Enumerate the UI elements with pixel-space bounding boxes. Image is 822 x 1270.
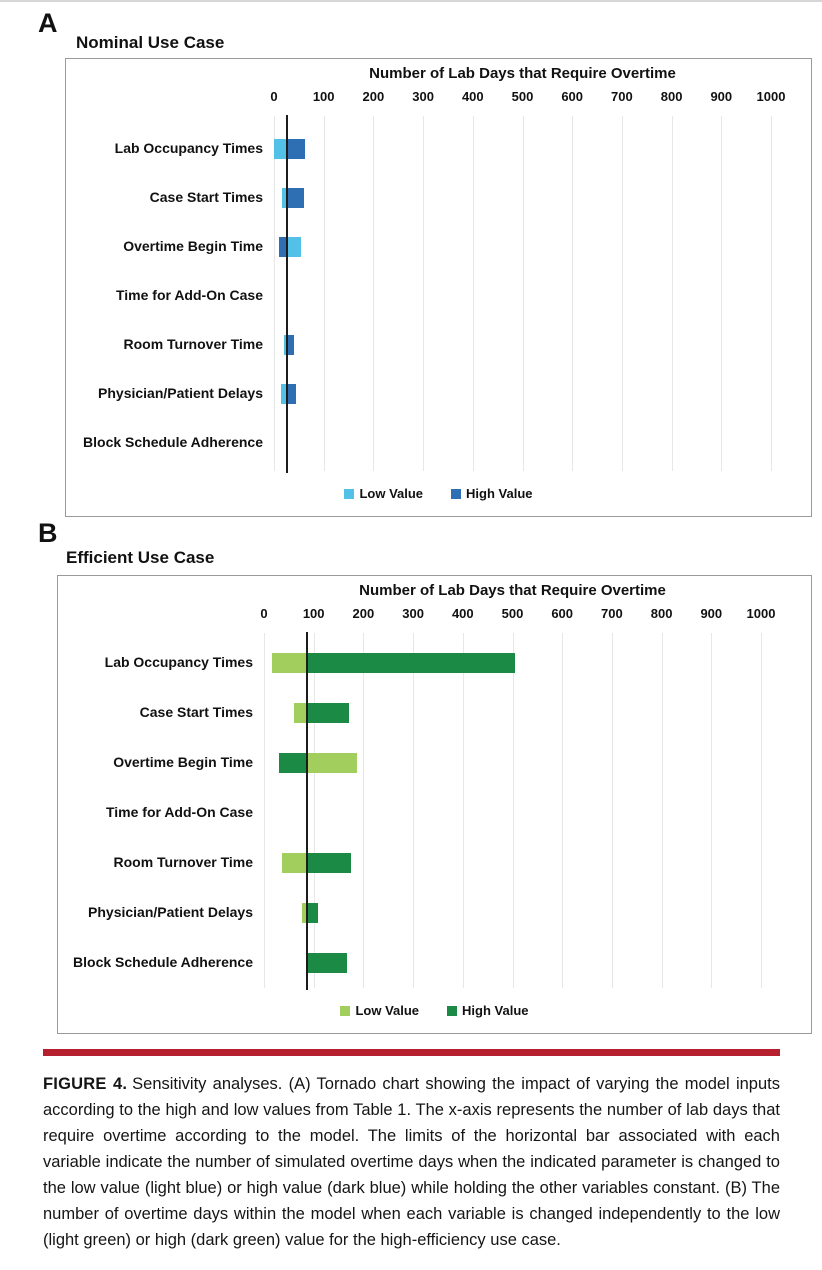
chart-area-b (57, 575, 812, 1034)
gridline (473, 116, 474, 471)
x-tick-label: 0 (260, 606, 268, 621)
chart-title-a: Nominal Use Case (76, 33, 225, 52)
x-tick-label: 1000 (746, 606, 776, 621)
bar-low-value (294, 703, 307, 723)
category-label: Lab Occupancy Times (104, 654, 253, 670)
category-label: Time for Add-On Case (105, 804, 253, 820)
gridline (523, 116, 524, 471)
gridline (423, 116, 424, 471)
bar-high-value (307, 953, 347, 973)
legend-swatch-high (451, 489, 461, 499)
legend-label: Low Value (359, 486, 424, 501)
gridline (413, 633, 414, 988)
bar-high-value (287, 335, 294, 355)
bar-high-value (307, 653, 515, 673)
page-top-border (0, 0, 822, 2)
legend-label: Low Value (355, 1003, 420, 1018)
x-tick-label: 900 (710, 89, 733, 104)
gridline (612, 633, 613, 988)
bar-low-value (307, 753, 357, 773)
legend-item-low (340, 1003, 419, 1018)
x-tick-label: 400 (461, 89, 484, 104)
gridline (672, 116, 673, 471)
category-label: Block Schedule Adherence (73, 954, 253, 970)
bar-low-value (272, 653, 307, 673)
x-tick-label: 300 (402, 606, 424, 621)
bar-high-value (307, 703, 349, 723)
legend-label: High Value (466, 486, 533, 501)
x-tick-label: 500 (501, 606, 524, 621)
category-label: Time for Add-On Case (115, 287, 263, 303)
gridline (324, 116, 325, 471)
bar-high-value (287, 384, 296, 404)
x-tick-label: 700 (601, 606, 623, 621)
bar-high-value (279, 753, 307, 773)
gridline (562, 633, 563, 988)
x-axis-title-b: Number of Lab Days that Require Overtime (359, 582, 666, 599)
legend-swatch-low (340, 1006, 350, 1016)
x-tick-label: 200 (352, 606, 375, 621)
baseline-a (286, 115, 288, 473)
category-label: Case Start Times (149, 189, 263, 205)
bar-high-value (307, 853, 351, 873)
gridline (662, 633, 663, 988)
category-label: Block Schedule Adherence (83, 434, 263, 450)
gridline (771, 116, 772, 471)
panel-label-a: A (38, 8, 58, 38)
x-tick-label: 100 (312, 89, 335, 104)
bar-high-value (287, 139, 305, 159)
category-label: Room Turnover Time (123, 336, 263, 352)
category-label: Physician/Patient Delays (88, 904, 253, 920)
bar-low-value (282, 853, 307, 873)
x-axis-title-a: Number of Lab Days that Require Overtime (369, 65, 676, 82)
legend-item-high (447, 1003, 528, 1018)
x-tick-label: 1000 (756, 89, 786, 104)
x-tick-label: 500 (511, 89, 534, 104)
x-tick-label: 0 (270, 89, 278, 104)
chart-title-b: Efficient Use Case (66, 548, 215, 567)
legend-item-high (451, 486, 532, 501)
x-tick-label: 100 (302, 606, 325, 621)
x-tick-label: 600 (561, 89, 584, 104)
category-label: Overtime Begin Time (123, 238, 263, 254)
caption-label: FIGURE 4. (43, 1075, 128, 1093)
bar-high-value (287, 188, 303, 208)
gridline (264, 633, 265, 988)
chart-area-a (65, 58, 812, 517)
gridline (463, 633, 464, 988)
bar-high-value (307, 903, 317, 923)
gridline (761, 633, 762, 988)
gridline (314, 633, 315, 988)
gridline (274, 116, 275, 471)
gridline (373, 116, 374, 471)
legend-label: High Value (462, 1003, 529, 1018)
legend-a (66, 486, 811, 501)
gridline (622, 116, 623, 471)
x-tick-label: 300 (412, 89, 434, 104)
figure-rule (43, 1049, 780, 1056)
legend-swatch-low (344, 489, 354, 499)
figure-caption (43, 1071, 780, 1253)
x-tick-label: 900 (700, 606, 723, 621)
gridline (711, 633, 712, 988)
baseline-b (306, 632, 308, 990)
legend-swatch-high (447, 1006, 457, 1016)
x-tick-label: 200 (362, 89, 385, 104)
category-label: Overtime Begin Time (113, 754, 253, 770)
category-label: Lab Occupancy Times (114, 140, 263, 156)
caption-text: Sensitivity analyses. (A) Tornado chart showing the impact of varying the model inputs according to the high and low values from Table 1. The x-axis represents the number of lab days that require overtime according to the model. The limits of the horizontal bar associated with each variable indicate the number of simulated overtime days when the indicated parameter is changed to the low value (light blue) or high value (dark blue) while holding the other variables constant. (B) The number of overtime days within the model when each variable is changed independently to the low (light green) or high (dark green) value for the high-efficiency use case. (43, 1075, 780, 1249)
category-label: Room Turnover Time (113, 854, 253, 870)
gridline (513, 633, 514, 988)
x-tick-label: 400 (451, 606, 474, 621)
panel-label-b: B (38, 518, 58, 548)
legend-b (58, 1003, 811, 1018)
x-tick-label: 800 (660, 89, 683, 104)
gridline (572, 116, 573, 471)
gridline (721, 116, 722, 471)
x-tick-label: 800 (650, 606, 673, 621)
legend-item-low (344, 486, 423, 501)
bar-low-value (287, 237, 300, 257)
category-label: Physician/Patient Delays (98, 385, 263, 401)
bar-low-value (274, 139, 287, 159)
category-label: Case Start Times (139, 704, 253, 720)
gridline (363, 633, 364, 988)
x-tick-label: 600 (551, 606, 574, 621)
x-tick-label: 700 (611, 89, 633, 104)
